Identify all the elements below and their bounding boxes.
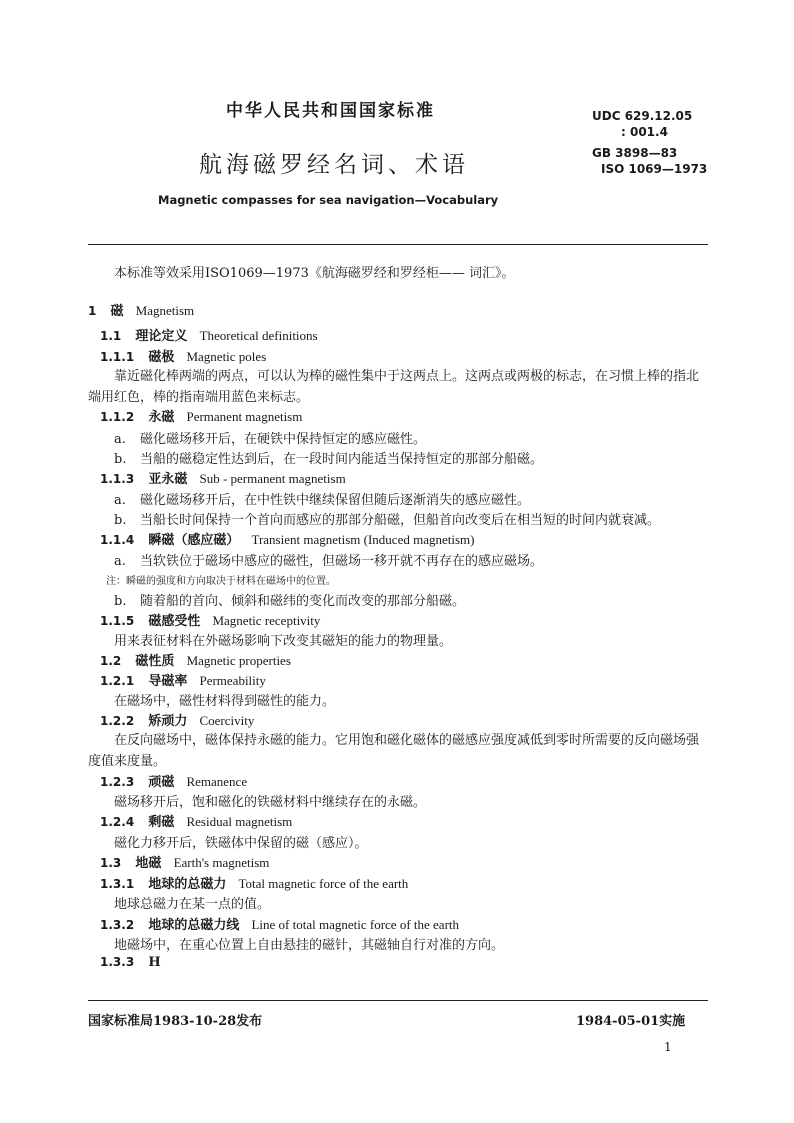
heading-1-en: Magnetism	[135, 303, 195, 318]
intro-text: 本标准等效采用ISO1069—1973《航海磁罗经和罗经柜—— 词汇》。	[114, 266, 515, 281]
item-1-1-4-a	[114, 550, 543, 569]
heading-1	[88, 300, 194, 319]
heading-1-2-1	[100, 670, 266, 689]
effective-date: 1984-05-01实施	[576, 1014, 686, 1029]
heading-1-1-2-number: 1.1.2	[100, 410, 135, 424]
heading-1-1-2-en: Permanent magnetism	[186, 409, 303, 424]
national-standard-heading: 中华人民共和国国家标准	[226, 101, 435, 121]
heading-1-2-4-number: 1.2.4	[100, 815, 135, 829]
heading-1-3-3-term: H	[148, 955, 161, 970]
udc-code-sub: : 001.4	[621, 125, 668, 139]
heading-1-2-en: Magnetic properties	[186, 653, 291, 668]
heading-1-number: 1	[88, 304, 97, 318]
heading-1-1-1	[100, 346, 266, 365]
item-mark: a.	[114, 493, 126, 508]
definition-1-3-2: 地磁场中，在重心位置上自由悬挂的磁针，其磁轴自行对准的方向。	[114, 938, 505, 953]
heading-1-3-1-number: 1.3.1	[100, 877, 135, 891]
item-mark: b.	[114, 513, 127, 528]
heading-1-2-2-term: 矫顽力	[148, 714, 188, 729]
heading-1-1-2-term: 永磁	[148, 410, 175, 425]
heading-1-1-term: 理论定义	[135, 329, 188, 344]
heading-1-3-en: Earth's magnetism	[173, 855, 270, 870]
heading-1-3-2	[100, 914, 459, 933]
item-1-1-3-b	[114, 509, 660, 528]
document-title-cn: 航海磁罗经名词、术语	[199, 152, 469, 178]
heading-1-2-1-en: Permeability	[199, 673, 266, 688]
definition-1-2-2: 在反向磁场中，磁体保持永磁的能力。它用饱和磁化磁体的磁感应强度减低到零时所需要的反向磁场强度值来度量。	[88, 733, 700, 769]
heading-1-1-1-term: 磁极	[148, 350, 175, 365]
heading-1-2-4-term: 剩磁	[148, 815, 175, 830]
heading-1-2-2-number: 1.2.2	[100, 714, 135, 728]
heading-1-2-1-number: 1.2.1	[100, 674, 135, 688]
issue-date: 国家标准局1983-10-28发布	[88, 1014, 263, 1029]
item-text: 磁化磁场移开后，在中性铁中继续保留但随后逐渐消失的感应磁性。	[140, 493, 531, 508]
heading-1-1-en: Theoretical definitions	[199, 328, 318, 343]
heading-1-3-1-en: Total magnetic force of the earth	[238, 876, 409, 891]
heading-1-1-3-number: 1.1.3	[100, 472, 135, 486]
heading-1-2-3-number: 1.2.3	[100, 775, 135, 789]
item-text: 当软铁位于磁场中感应的磁性，但磁场一移开就不再存在的感应磁场。	[140, 554, 544, 569]
heading-1-3-3	[100, 955, 169, 970]
gb-code: GB 3898—83	[592, 146, 678, 160]
item-mark: b.	[114, 452, 127, 467]
heading-1-2-2	[100, 710, 254, 729]
heading-1-3-1-term: 地球的总磁力	[148, 877, 227, 892]
heading-1-2-1-term: 导磁率	[148, 674, 188, 689]
heading-1-3-3-number: 1.3.3	[100, 955, 135, 969]
definition-1-1-5: 用来表征材料在外磁场影响下改变其磁矩的能力的物理量。	[114, 634, 453, 649]
heading-1-1-5-number: 1.1.5	[100, 614, 135, 628]
item-1-1-2-a	[114, 428, 426, 447]
item-text: 当船长时间保持一个首向而感应的那部分船磁，但船首向改变后在相当短的时间内就衰减。	[140, 513, 661, 528]
item-1-1-4-b	[114, 590, 465, 609]
heading-1-2-4-en: Residual magnetism	[186, 814, 293, 829]
header-rule	[88, 244, 708, 245]
item-1-1-2-b	[114, 448, 543, 467]
heading-1-term: 磁	[110, 304, 124, 319]
definition-1-2-1: 在磁场中，磁性材料得到磁性的能力。	[114, 694, 336, 709]
heading-1-2	[100, 650, 291, 669]
heading-1-1-1-number: 1.1.1	[100, 350, 135, 364]
heading-1-1-1-en: Magnetic poles	[186, 349, 267, 364]
heading-1-1-4	[100, 529, 474, 548]
heading-1-1-3-term: 亚永磁	[148, 472, 188, 487]
heading-1-2-3-en: Remanence	[186, 774, 248, 789]
udc-code: UDC 629.12.05	[592, 109, 693, 123]
heading-1-1-4-number: 1.1.4	[100, 533, 135, 547]
heading-1-1-3	[100, 468, 346, 487]
heading-1-3-number: 1.3	[100, 856, 122, 870]
heading-1-3-2-en: Line of total magnetic force of the earth	[251, 917, 460, 932]
heading-1-3-2-term: 地球的总磁力线	[148, 918, 240, 933]
footer-rule	[88, 1000, 708, 1001]
item-mark: a.	[114, 432, 126, 447]
heading-1-2-number: 1.2	[100, 654, 122, 668]
heading-1-2-3-term: 顽磁	[148, 775, 175, 790]
definition-1-1-1: 靠近磁化棒两端的两点，可以认为棒的磁性集中于这两点上。这两点或两极的标志，在习惯上棒的指北端用红色，棒的指南端用蓝色来标志。	[88, 369, 700, 405]
definition-1-3-1: 地球总磁力在某一点的值。	[114, 897, 271, 912]
item-text: 随着船的首向、倾斜和磁纬的变化而改变的那部分船磁。	[140, 594, 466, 609]
heading-1-1	[100, 325, 318, 344]
heading-1-3-1	[100, 873, 408, 892]
heading-1-1-2	[100, 406, 302, 425]
heading-1-1-3-en: Sub - permanent magnetism	[199, 471, 346, 486]
item-mark: a.	[114, 554, 126, 569]
heading-1-1-5	[100, 610, 320, 629]
definition-1-2-3: 磁场移开后，饱和磁化的铁磁材料中继续存在的永磁。	[114, 795, 427, 810]
heading-1-2-2-en: Coercivity	[199, 713, 255, 728]
heading-1-2-term: 磁性质	[135, 654, 175, 669]
item-1-1-3-a	[114, 489, 530, 508]
heading-1-2-4	[100, 811, 292, 830]
heading-1-3	[100, 852, 269, 871]
item-mark: b.	[114, 594, 127, 609]
note-1-1-4: 注：瞬磁的强度和方向取决于材料在磁场中的位置。	[106, 576, 336, 587]
iso-code: ISO 1069—1973	[601, 162, 708, 176]
item-text: 磁化磁场移开后，在硬铁中保持恒定的感应磁性。	[140, 432, 427, 447]
page-number: 1	[664, 1040, 672, 1054]
heading-1-1-number: 1.1	[100, 329, 122, 343]
heading-1-1-5-en: Magnetic receptivity	[212, 613, 321, 628]
heading-1-1-4-en: Transient magnetism (Induced magnetism)	[251, 532, 475, 547]
definition-1-2-4: 磁化力移开后，铁磁体中保留的磁（感应）。	[114, 836, 368, 851]
document-title-en: Magnetic compasses for sea navigation—Vocabulary	[158, 193, 499, 207]
heading-1-1-5-term: 磁感受性	[148, 614, 201, 629]
heading-1-3-2-number: 1.3.2	[100, 918, 135, 932]
item-text: 当船的磁稳定性达到后，在一段时间内能适当保持恒定的那部分船磁。	[140, 452, 544, 467]
heading-1-2-3	[100, 771, 247, 790]
heading-1-3-term: 地磁	[135, 856, 162, 871]
heading-1-1-4-term: 瞬磁（感应磁）	[148, 533, 240, 548]
